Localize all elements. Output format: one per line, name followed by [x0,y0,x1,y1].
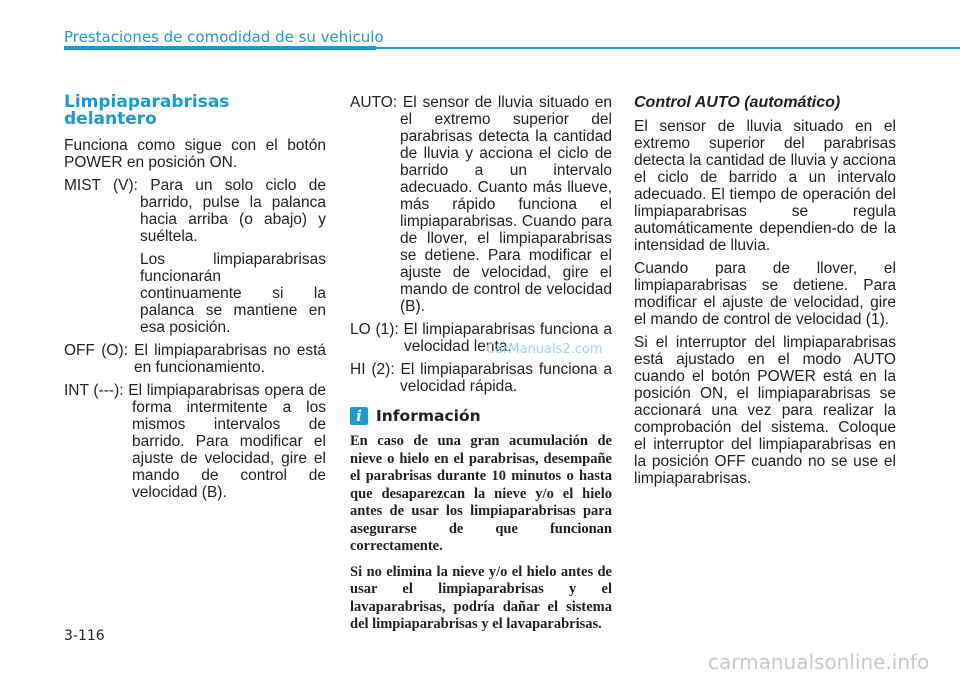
auto-paragraph-2: Cuando para de llover, el limpiaparabrisas se detiene. Para modificar el ajuste de velocidad, gire el mando de control de velocidad (1). [634,260,896,328]
off-entry: OFF (O): El limpiaparabrisas no está en funcionamiento. [64,342,326,376]
header-rule [376,47,960,49]
lo-entry: LO (1): El limpiaparabrisas funciona a velocidad lenta. [350,321,612,355]
auto-paragraph-1: El sensor de lluvia situado en el extremo superior del parabrisas detecta la cantidad de lluvia y acciona el ciclo de barrido a un intervalo adecuado. El tiempo de operación del limpiaparabrisas se regula automáticamente dependien-do de la intensidad de lluvia. [634,118,896,254]
column-right [634,94,896,493]
watermark-footer: carmanualsonline.info [708,650,930,674]
auto-entry: AUTO: El sensor de lluvia situado en el extremo superior del parabrisas detecta la cantidad de lluvia y acciona el ciclo de barrido a un intervalo adecuado. Cuanto más llueve, más rápido funciona el limpiaparabrisas. Cuando para de llover, el limpiaparabrisas se detiene. Para modificar el ajuste de velocidad, gire el mando de control de velocidad (B). [350,94,612,315]
column-left [64,94,326,507]
mist-entry: MIST (V): Para un solo ciclo de barrido, pulse la palanca hacia arriba (o abajo) y suéltela. [64,177,326,245]
mist-note: Los limpiaparabrisas funcionarán continuamente si la palanca se mantiene en esa posición. [140,251,326,336]
hi-entry: HI (2): El limpiaparabrisas funciona a velocidad rápida. [350,361,612,395]
column-middle [350,94,612,642]
info-paragraph-2: Si no elimina la nieve y/o el hielo antes de usar el limpiaparabrisas y el lavaparabrisas, podría dañar el sistema del limpiaparabrisas y el lavaparabrisas. [350,563,612,632]
info-icon: i [350,407,368,425]
watermark-mid: CarManuals2.com [486,342,603,357]
header-accent-bar [64,46,376,50]
int-entry: INT (---): El limpiaparabrisas opera de forma intermitente a los mismos intervalos de barrido. Para modificar el ajuste de velocidad, gire el mando de control de velocidad (B). [64,382,326,501]
page-number: 3-116 [64,628,105,644]
info-header [350,407,612,425]
info-paragraph-1: En caso de una gran acumulación de nieve o hielo en el parabrisas, desempañe el parabrisas durante 10 minutos o hasta que desaparezcan la nieve y/o el hielo antes de usar los limpiaparabrisas para asegurarse de que funcionan correctamente. [350,433,612,554]
info-title: Información [376,406,481,425]
heading-auto-control: Control AUTO (automático) [634,94,841,111]
section-header-title: Prestaciones de comodidad de su vehiculo [64,28,384,46]
heading-front-wipers: Limpiaparabrisas delantero [64,92,230,129]
intro-paragraph: Funciona como sigue con el botón POWER en posición ON. [64,137,326,171]
auto-paragraph-3: Si el interruptor del limpiaparabrisas está ajustado en el modo AUTO cuando el botón POWER está en la posición ON, el limpiaparabrisas se accionará una vez para realizar la comprobación del sistema. Coloque el interruptor del limpiaparabrisas en la posición OFF cuando no se use el limpiaparabrisas. [634,334,896,487]
